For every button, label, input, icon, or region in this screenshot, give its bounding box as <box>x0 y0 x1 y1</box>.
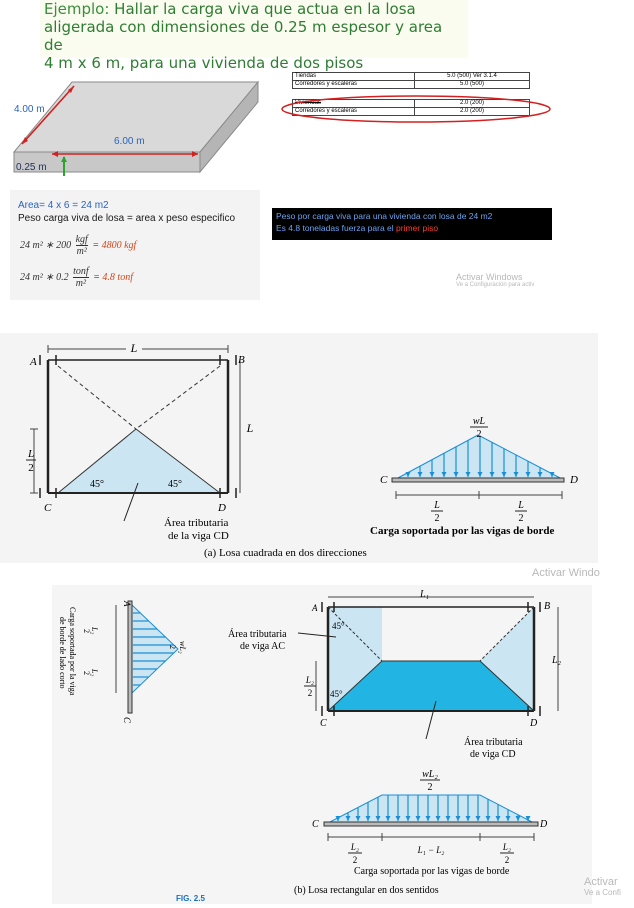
windows-watermark-2: Activar Windo <box>532 567 600 579</box>
load-den: 2 <box>476 429 482 440</box>
dim-length: 6.00 m <box>114 136 145 147</box>
title-lead: Ejemplo: <box>44 0 110 18</box>
example-title <box>40 0 468 72</box>
formula-text: Peso carga viva de losa = area x peso especifico <box>18 213 236 224</box>
table-cell: 5.0 (500) <box>415 81 530 89</box>
slab-drawing <box>10 72 260 184</box>
area-label-2: de la viga CD <box>168 530 229 542</box>
dim-l1: L₁ <box>420 589 430 600</box>
load-caption: Carga soportada por las vigas de borde <box>370 525 555 537</box>
beam-c: C <box>312 819 319 830</box>
span-left-den: 2 <box>352 855 358 865</box>
figure-square-slab <box>0 333 598 563</box>
load-den: 2 <box>427 782 433 793</box>
figure-a-caption: (a) Losa cuadrada en dos direcciones <box>204 547 367 559</box>
note-line-2: Es 4.8 toneladas fuerza para el <box>276 223 397 233</box>
corner-d: D <box>218 502 226 514</box>
beam-ac-load <box>128 601 132 713</box>
watermark-line-1: Activar Windows <box>456 272 523 282</box>
table-cell: 2.0 (200) <box>415 108 530 116</box>
table-row <box>293 73 530 81</box>
area-cd-1: Área tributaria <box>464 737 523 748</box>
eq1-den: m² <box>76 246 87 257</box>
span-right-num: L <box>518 500 524 511</box>
side-triangular-load <box>132 605 178 693</box>
fig-label: FIG. 2.5 <box>176 894 205 903</box>
load-num: wL <box>472 416 486 427</box>
dim-thickness: 0.25 m <box>16 162 47 173</box>
eq1-fraction <box>76 234 88 257</box>
table-cell: 5.0 (500) Ver 3.1.4 <box>415 73 530 81</box>
side-half-bot-num: L₂ <box>90 669 99 677</box>
title-line-3: 4 m x 6 m, para una vivienda de dos pisos <box>44 54 364 72</box>
dim-half-den: 2 <box>307 688 313 698</box>
equation-kgf <box>20 234 136 257</box>
side-half-top-den: 2 <box>82 629 91 633</box>
dim-half-den: 2 <box>28 462 34 474</box>
side-half-bot-den: 2 <box>82 671 91 675</box>
span-mid: L₁ − L₂ <box>417 845 445 855</box>
dim-l2: L₂ <box>552 655 562 666</box>
beam-d: D <box>540 819 548 830</box>
corner-a: A <box>312 603 318 613</box>
table-row <box>293 81 530 89</box>
load-caption: Carga soportada por las vigas de borde <box>354 866 510 877</box>
eq2-equals: = <box>93 271 100 283</box>
watermark-line-2: Ve a Configuración para activ <box>456 282 535 288</box>
eq1-result: 4800 kgf <box>101 239 137 251</box>
eq2-result: 4.8 tonf <box>102 271 133 283</box>
span-left-den: 2 <box>434 513 440 524</box>
slab-illustration <box>10 72 260 184</box>
corner-b: B <box>544 601 551 612</box>
table-cell: Corredores y escaleras <box>293 108 415 116</box>
dim-half-num: L <box>27 448 35 460</box>
watermark3-line-1: Activar <box>584 876 618 888</box>
rectangular-slab-diagram <box>52 585 592 904</box>
side-c: C <box>122 717 132 724</box>
calculation-panel <box>10 190 260 300</box>
eq1-left: 24 m² ∗ 200 <box>20 239 72 251</box>
dim-width: 4.00 m <box>14 104 45 115</box>
span-right-den: 2 <box>518 513 524 524</box>
corner-c: C <box>320 718 327 729</box>
beam-c: C <box>380 474 388 486</box>
square-slab-diagram <box>0 333 598 563</box>
table-cell: Tiendas <box>293 73 415 81</box>
side-label-2: de borde de lado corto <box>58 617 67 689</box>
area-ac-2: de viga AC <box>240 641 285 652</box>
equation-tonf <box>20 266 133 289</box>
side-load-den: 2 <box>168 645 177 649</box>
table-cell: Corredores y escaleras <box>293 81 415 89</box>
side-label-1: Carga soportada por la viga <box>68 607 77 696</box>
beam-cd-load <box>324 822 538 826</box>
beam-cd-load <box>392 478 564 482</box>
angle-bottom: 45° <box>330 689 343 699</box>
span-right-den: 2 <box>504 855 510 865</box>
side-a: A <box>122 601 132 607</box>
eq1-num: kgf <box>75 234 88 245</box>
live-load-table <box>290 72 556 124</box>
side-half-top-num: L₂ <box>90 627 99 635</box>
corner-b: B <box>238 354 245 366</box>
eq2-left: 24 m² ∗ 0.2 <box>20 271 69 283</box>
tributary-area-triangle <box>58 429 220 493</box>
title-line-2: aligerada con dimensiones de 0.25 m espesor y area de <box>44 18 443 54</box>
note-highlight: primer piso <box>396 223 439 233</box>
windows-watermark <box>456 272 534 288</box>
figure-rectangular-slab <box>52 585 592 904</box>
highlight-ellipse <box>278 94 558 128</box>
span-left-num: L₂ <box>350 842 360 852</box>
eq2-fraction <box>73 266 89 289</box>
span-right-num: L₂ <box>502 842 512 852</box>
title-line-1: Hallar la carga viva que actua en la losa <box>109 0 416 18</box>
area-ac-1: Área tributaria <box>228 629 287 640</box>
corner-c: C <box>44 502 52 514</box>
note-line-1: Peso por carga viva para una vivienda con losa de 24 m2 <box>276 211 493 221</box>
eq2-num: tonf <box>73 266 89 277</box>
table-cell: 2.0 (200) <box>415 100 530 108</box>
table-cell: Viviendas <box>293 100 415 108</box>
dim-half-num: L₂ <box>305 675 315 685</box>
area-text: Area= 4 x 6 = 24 m2 <box>18 200 109 211</box>
windows-watermark-3 <box>584 876 621 897</box>
result-note <box>272 208 552 240</box>
beam-d: D <box>570 474 578 486</box>
angle-top: 45° <box>332 621 345 631</box>
eq2-den: m² <box>75 278 86 289</box>
watermark3-line-2: Ve a Confi <box>584 888 621 897</box>
area-cd-2: de viga CD <box>470 749 516 760</box>
dim-L-right: L <box>246 421 254 435</box>
corner-d: D <box>530 718 538 729</box>
dim-L-top: L <box>130 341 138 355</box>
angle-left: 45° <box>90 479 104 490</box>
area-label-1: Área tributaria <box>164 517 229 529</box>
figure-b-caption: (b) Losa rectangular en dos sentidos <box>294 885 439 896</box>
side-load-num: wL₂ <box>178 641 187 654</box>
span-left-num: L <box>434 500 440 511</box>
eq1-equals: = <box>92 239 100 251</box>
corner-a: A <box>30 356 37 368</box>
angle-right: 45° <box>168 479 182 490</box>
load-num: wL₂ <box>422 769 438 780</box>
